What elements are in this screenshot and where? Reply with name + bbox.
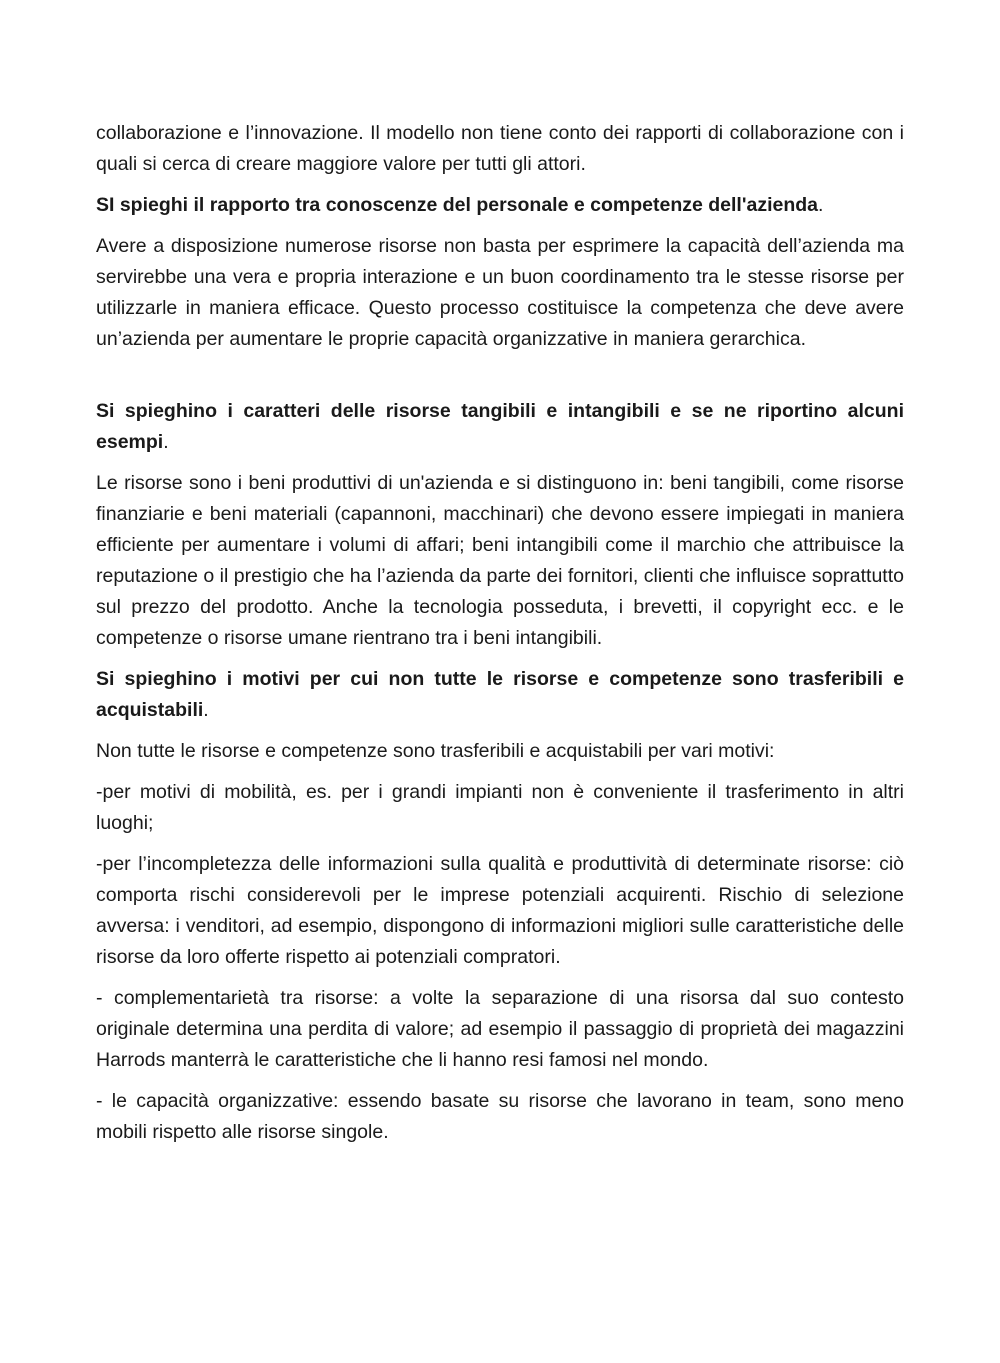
document-page bbox=[96, 118, 904, 1158]
list-paragraph: -per l’incompletezza delle informazioni sulla qualità e produttività di determinate risorse: ciò comporta rischi considerevoli per le imprese potenziali acquirenti. Rischio di selezione avversa: i venditori, ad esempio, dispongono di informazioni migliori sulle caratteristiche delle risorse da loro offerte rispetto ai potenziali compratori. bbox=[96, 853, 904, 968]
list-paragraph: -per motivi di mobilità, es. per i grandi impianti non è conveniente il trasferimento in altri luoghi; bbox=[96, 781, 904, 834]
question-text: SI spieghi il rapporto tra conoscenze del personale e competenze dell'azienda bbox=[96, 194, 818, 216]
list-paragraph: - le capacità organizzative: essendo basate su risorse che lavorano in team, sono meno mobili rispetto alle risorse singole. bbox=[96, 1090, 904, 1143]
answer-paragraph: collaborazione e l’innovazione. Il modello non tiene conto dei rapporti di collaborazione con i quali si cerca di creare maggiore valore per tutti gli attori. bbox=[96, 122, 904, 175]
question-heading bbox=[96, 190, 904, 221]
question-end: . bbox=[203, 699, 209, 721]
question-heading bbox=[96, 396, 904, 458]
question-end: . bbox=[163, 431, 169, 453]
answer-paragraph: Avere a disposizione numerose risorse non basta per esprimere la capacità dell’azienda ma servirebbe una vera e propria interazione e un buon coordinamento tra le stesse risorse per utilizzarle in maniera efficace. Questo processo costituisce la competenza che deve avere un’azienda per aumentare le proprie capacità organizzative in maniera gerarchica. bbox=[96, 235, 904, 350]
question-heading bbox=[96, 664, 904, 726]
question-text: Si spieghino i caratteri delle risorse tangibili e intangibili e se ne riportino alcuni esempi bbox=[96, 400, 904, 453]
question-text: Si spieghino i motivi per cui non tutte le risorse e competenze sono trasferibili e acquistabili bbox=[96, 668, 904, 721]
list-paragraph: - complementarietà tra risorse: a volte la separazione di una risorsa dal suo contesto originale determina una perdita di valore; ad esempio il passaggio di proprietà dei magazzini Harrods manterrà le caratteristiche che li hanno resi famosi nel mondo. bbox=[96, 987, 904, 1071]
blank-line bbox=[96, 365, 904, 396]
answer-paragraph: Le risorse sono i beni produttivi di un'azienda e si distinguono in: beni tangibili, come risorse finanziarie e beni materiali (capannoni, macchinari) che devono essere impiegati in maniera efficiente per aumentare i volumi di affari; beni intangibili come il marchio che attribuisce la reputazione o il prestigio che ha l’azienda da parte dei fornitori, clienti che influisce soprattutto sul prezzo del prodotto. Anche la tecnologia posseduta, i brevetti, il copyright ecc. e le competenze o risorse umane rientrano tra i beni intangibili. bbox=[96, 472, 904, 649]
question-end: . bbox=[818, 194, 824, 216]
answer-paragraph: Non tutte le risorse e competenze sono trasferibili e acquistabili per vari motivi: bbox=[96, 740, 775, 762]
